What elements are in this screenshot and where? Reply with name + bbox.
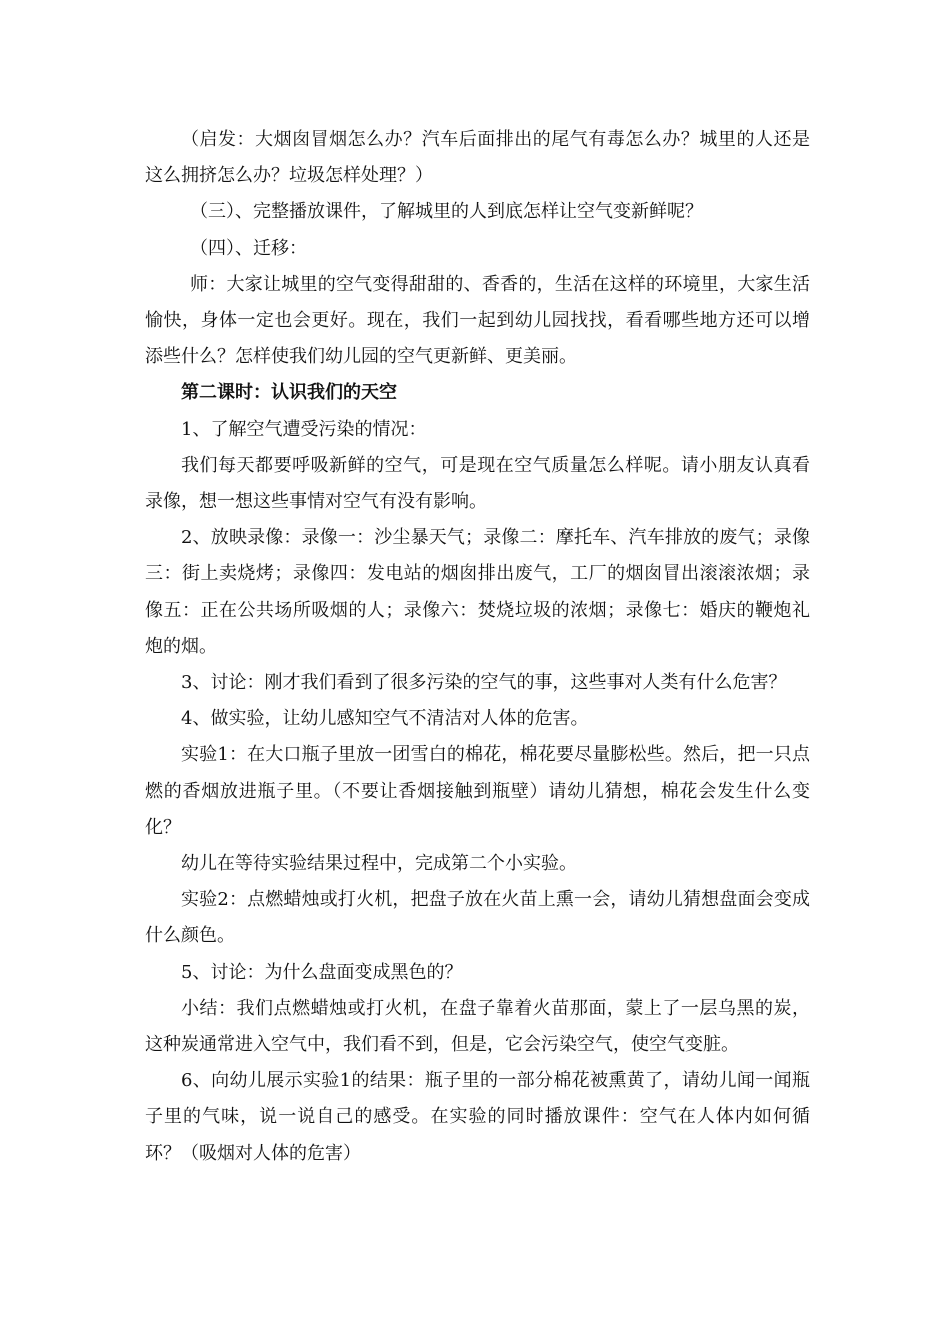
paragraph-section-three: （三）、完整播放课件，了解城里的人到底怎样让空气变新鲜呢？ (190, 201, 703, 223)
paragraph-step-3: 3、讨论：刚才我们看到了很多污染的空气的事，这些事对人类有什么危害？ (181, 672, 787, 694)
paragraph-waiting: 幼儿在等待实验结果过程中，完成第二个小实验。 (181, 853, 577, 875)
paragraph-hint: （启发：大烟囱冒烟怎么办？汽车后面排出的尾气有毒怎么办？城里的人还是这么拥挤怎么办？垃圾怎样处理？） (145, 129, 810, 187)
paragraph-experiment-1: 实验1：在大口瓶子里放一团雪白的棉花，棉花要尽量膨松些。然后，把一只点燃的香烟放进瓶子里。（不要让香烟接触到瓶壁）请幼儿猜想，棉花会发生什么变化？ (145, 744, 810, 838)
document-body (145, 122, 810, 1172)
paragraph-step-4: 4、做实验，让幼儿感知空气不清洁对人体的危害。 (181, 708, 589, 730)
paragraph-experiment-2: 实验2：点燃蜡烛或打火机，把盘子放在火苗上熏一会，请幼儿猜想盘面会变成什么颜色。 (145, 889, 810, 947)
paragraph-step-6: 6、向幼儿展示实验1的结果：瓶子里的一部分棉花被熏黄了，请幼儿闻一闻瓶子里的气味，说一说自己的感受。在实验的同时播放课件：空气在人体内如何循环？（吸烟对人体的危害） (145, 1070, 810, 1164)
lesson-two-heading: 第二课时：认识我们的天空 (181, 382, 397, 404)
paragraph-step-5: 5、讨论：为什么盘面变成黑色的？ (181, 961, 463, 983)
paragraph-step-2: 2、放映录像：录像一：沙尘暴天气；录像二：摩托车、汽车排放的废气；录像三：街上卖烧烤；录像四：发电站的烟囱排出废气，工厂的烟囱冒出滚滚浓烟；录像五：正在公共场所吸烟的人；录像六：焚烧垃圾的浓烟；录像七：婚庆的鞭炮礼炮的烟。 (145, 527, 810, 657)
paragraph-teacher: 师：大家让城里的空气变得甜甜的、香香的，生活在这样的环境里，大家生活愉快，身体一定也会更好。现在，我们一起到幼儿园找找，看看哪些地方还可以增添些什么？怎样使我们幼儿园的空气更新鲜、更美丽。 (145, 273, 810, 368)
paragraph-intro: 我们每天都要呼吸新鲜的空气，可是现在空气质量怎么样呢。请小朋友认真看录像，想一想这些事情对空气有没有影响。 (145, 454, 810, 513)
paragraph-step-1: 1、了解空气遭受污染的情况： (181, 418, 427, 440)
paragraph-section-four: （四）、迁移： (190, 237, 307, 259)
paragraph-summary: 小结：我们点燃蜡烛或打火机，在盘子靠着火苗那面，蒙上了一层乌黑的炭，这种炭通常进入空气中，我们看不到，但是，它会污染空气，使空气变脏。 (145, 997, 810, 1056)
